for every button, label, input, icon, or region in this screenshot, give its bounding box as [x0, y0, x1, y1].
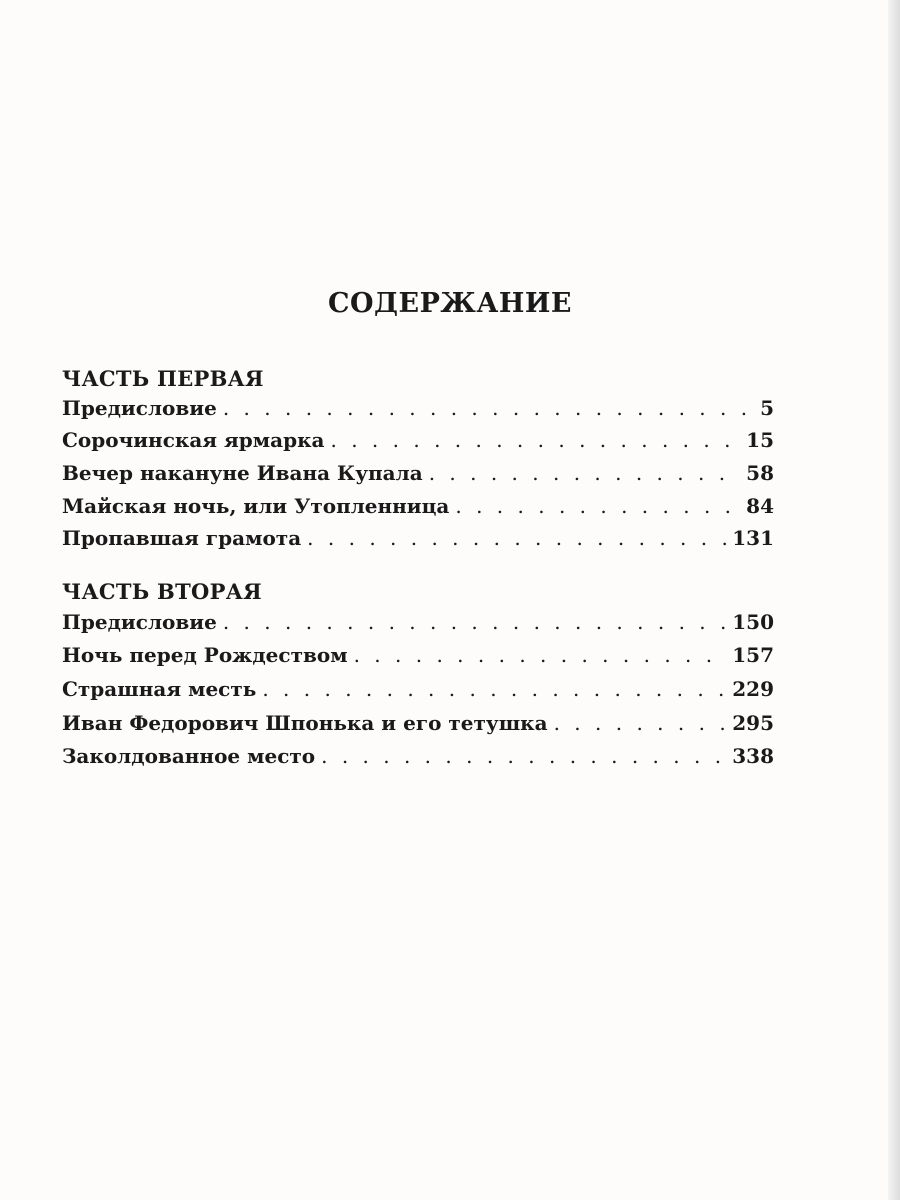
toc-entry[interactable] — [62, 677, 774, 707]
entry-title: Предисловие — [62, 396, 217, 420]
entry-page: 150 — [732, 610, 774, 634]
part-heading: ЧАСТЬ ПЕРВАЯ — [62, 366, 264, 391]
toc-entry[interactable] — [62, 526, 774, 556]
entry-page: 58 — [746, 461, 774, 485]
toc-entry[interactable] — [62, 494, 774, 524]
dot-leader — [223, 396, 754, 420]
dot-leader — [223, 610, 726, 634]
entry-title: Заколдованное место — [62, 744, 316, 768]
entry-title: Ночь перед Рождеством — [62, 643, 348, 667]
entry-page: 131 — [732, 526, 774, 550]
entry-page: 229 — [732, 677, 774, 701]
toc-entry[interactable] — [62, 610, 774, 640]
dot-leader — [354, 643, 727, 667]
toc-entry[interactable] — [62, 744, 774, 774]
dot-leader — [455, 494, 740, 518]
dot-leader — [429, 461, 740, 485]
entry-page: 15 — [746, 428, 774, 452]
page-edge — [888, 0, 900, 1200]
page-title: СОДЕРЖАНИЕ — [328, 288, 572, 319]
dot-leader — [321, 744, 726, 768]
entry-title: Предисловие — [62, 610, 217, 634]
entry-page: 338 — [732, 744, 774, 768]
entry-page: 84 — [746, 494, 774, 518]
entry-title: Вечер накануне Ивана Купала — [62, 461, 423, 485]
entry-page: 295 — [732, 711, 774, 735]
entry-title: Страшная месть — [62, 677, 257, 701]
entry-page: 5 — [760, 396, 774, 420]
part-heading: ЧАСТЬ ВТОРАЯ — [62, 579, 262, 604]
toc-entry[interactable] — [62, 461, 774, 491]
entry-title: Пропавшая грамота — [62, 526, 302, 550]
entry-title: Майская ночь, или Утопленница — [62, 494, 450, 518]
toc-entry[interactable] — [62, 711, 774, 741]
toc-entry[interactable] — [62, 396, 774, 426]
dot-leader — [307, 526, 726, 550]
dot-leader — [331, 428, 741, 452]
toc-entry[interactable] — [62, 643, 774, 673]
entry-page: 157 — [732, 643, 774, 667]
entry-title: Сорочинская ярмарка — [62, 428, 325, 452]
toc-entry[interactable] — [62, 428, 774, 458]
entry-title: Иван Федорович Шпонька и его тетушка — [62, 711, 548, 735]
dot-leader — [554, 711, 727, 735]
dot-leader — [262, 677, 726, 701]
